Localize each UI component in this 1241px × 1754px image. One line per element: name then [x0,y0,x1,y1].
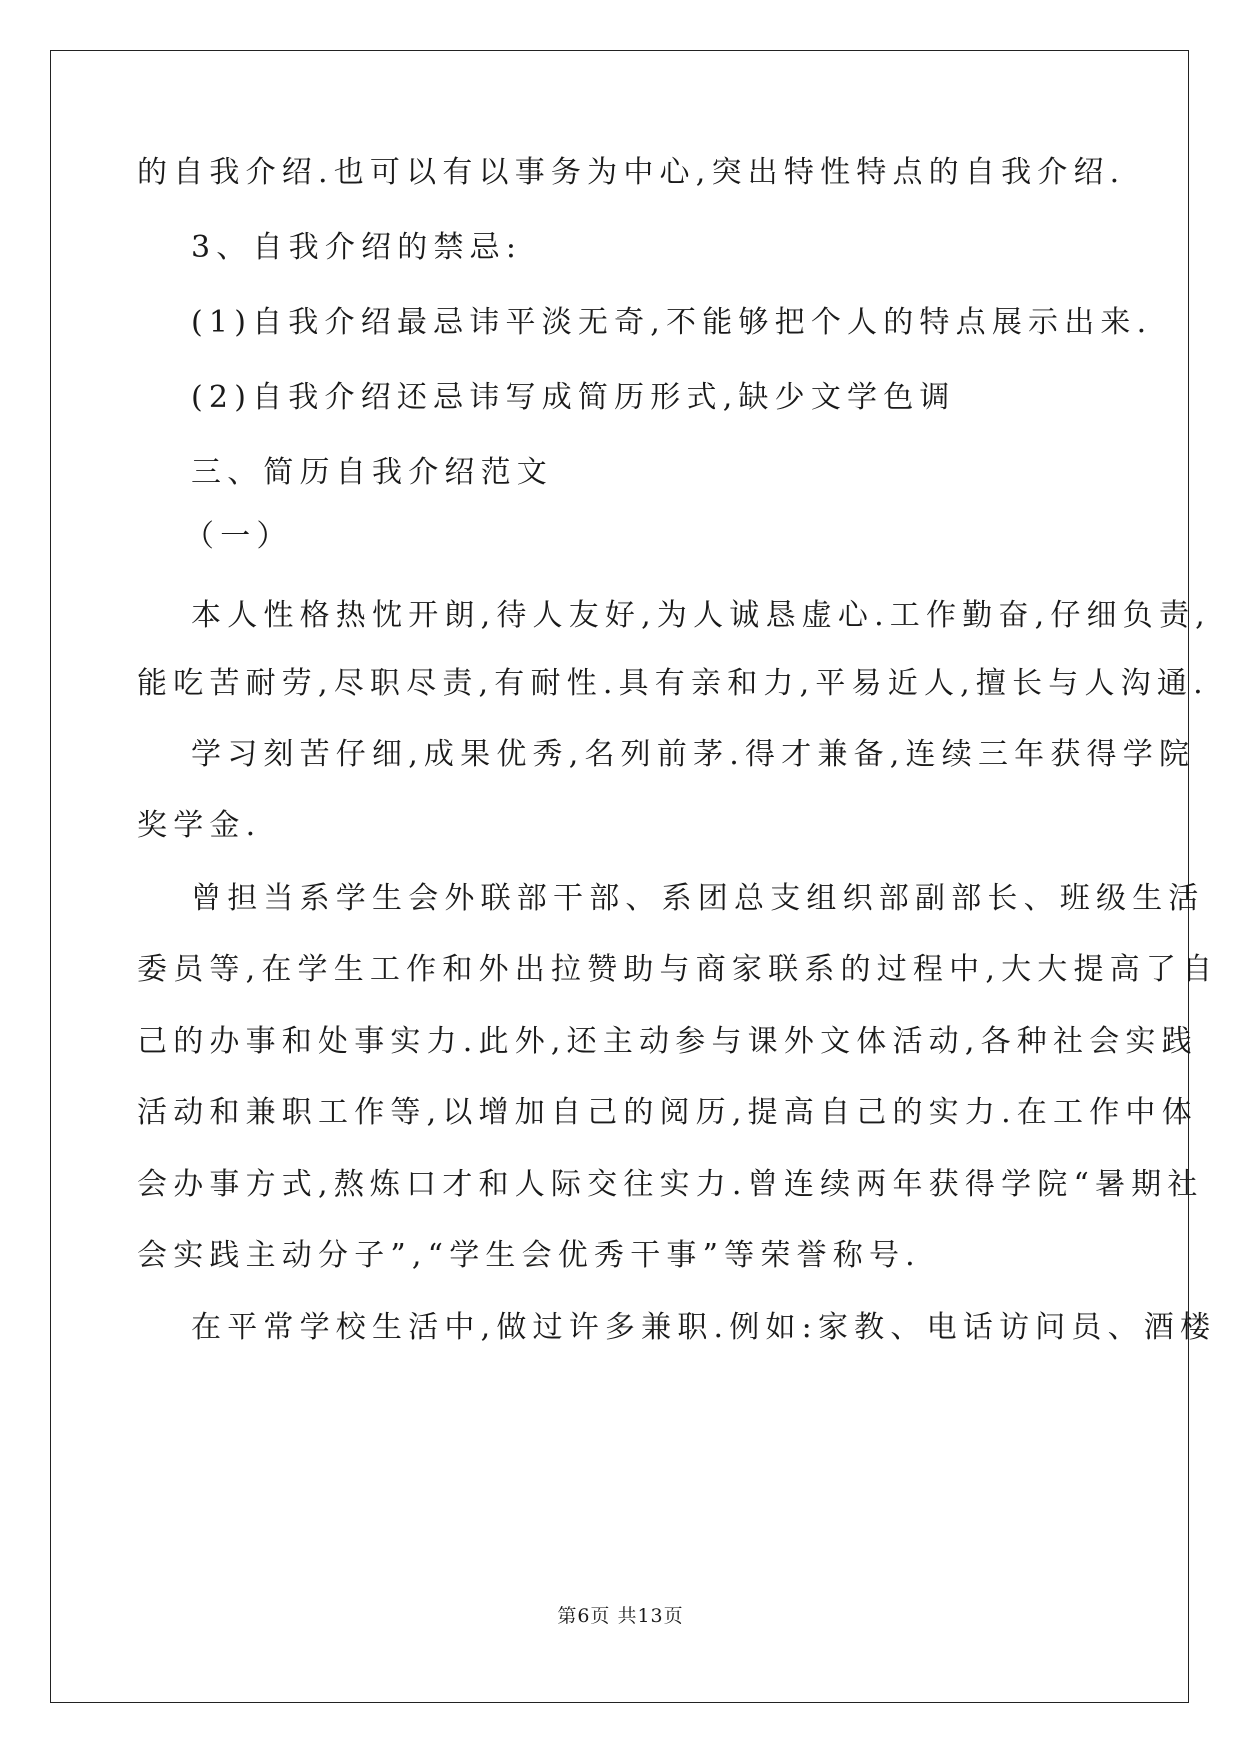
page-border [50,50,1189,1703]
body-line: 学习刻苦仔细,成果优秀,名列前茅.得才兼备,连续三年获得学院 [191,737,1196,772]
body-line: 的自我介绍.也可以有以事务为中心,突出特性特点的自我介绍. [137,155,1126,190]
body-line: 奖学金. [137,808,262,843]
body-line: 己的办事和处事实力.此外,还主动参与课外文体活动,各种社会实践 [137,1024,1198,1059]
section-heading: 3、自我介绍的禁忌: [191,230,523,265]
body-line: 在平常学校生活中,做过许多兼职.例如:家教、电话访问员、酒楼 [191,1310,1217,1345]
body-line: 曾担当系学生会外联部干部、系团总支组织部副部长、班级生活 [191,881,1205,916]
body-line: 活动和兼职工作等,以增加自己的阅历,提高自己的实力.在工作中体 [137,1095,1198,1130]
page-footer: 第6页 共13页 [557,1605,684,1627]
subsection-heading: （一） [184,519,293,554]
section-heading: 三、简历自我介绍范文 [191,455,553,490]
list-item: (2)自我介绍还忌讳写成简历形式,缺少文学色调 [191,380,956,415]
body-line: 会实践主动分子”,“学生会优秀干事”等荣誉称号. [137,1238,921,1273]
body-line: 会办事方式,熬炼口才和人际交往实力.曾连续两年获得学院“暑期社 [137,1167,1204,1202]
list-item: (1)自我介绍最忌讳平淡无奇,不能够把个人的特点展示出来. [191,305,1153,340]
body-line: 委员等,在学生工作和外出拉赞助与商家联系的过程中,大大提高了自 [137,952,1219,987]
body-line: 本人性格热忱开朗,待人友好,为人诚恳虚心.工作勤奋,仔细负责, [191,598,1211,633]
body-line: 能吃苦耐劳,尽职尽责,有耐性.具有亲和力,平易近人,擅长与人沟通. [137,666,1209,701]
